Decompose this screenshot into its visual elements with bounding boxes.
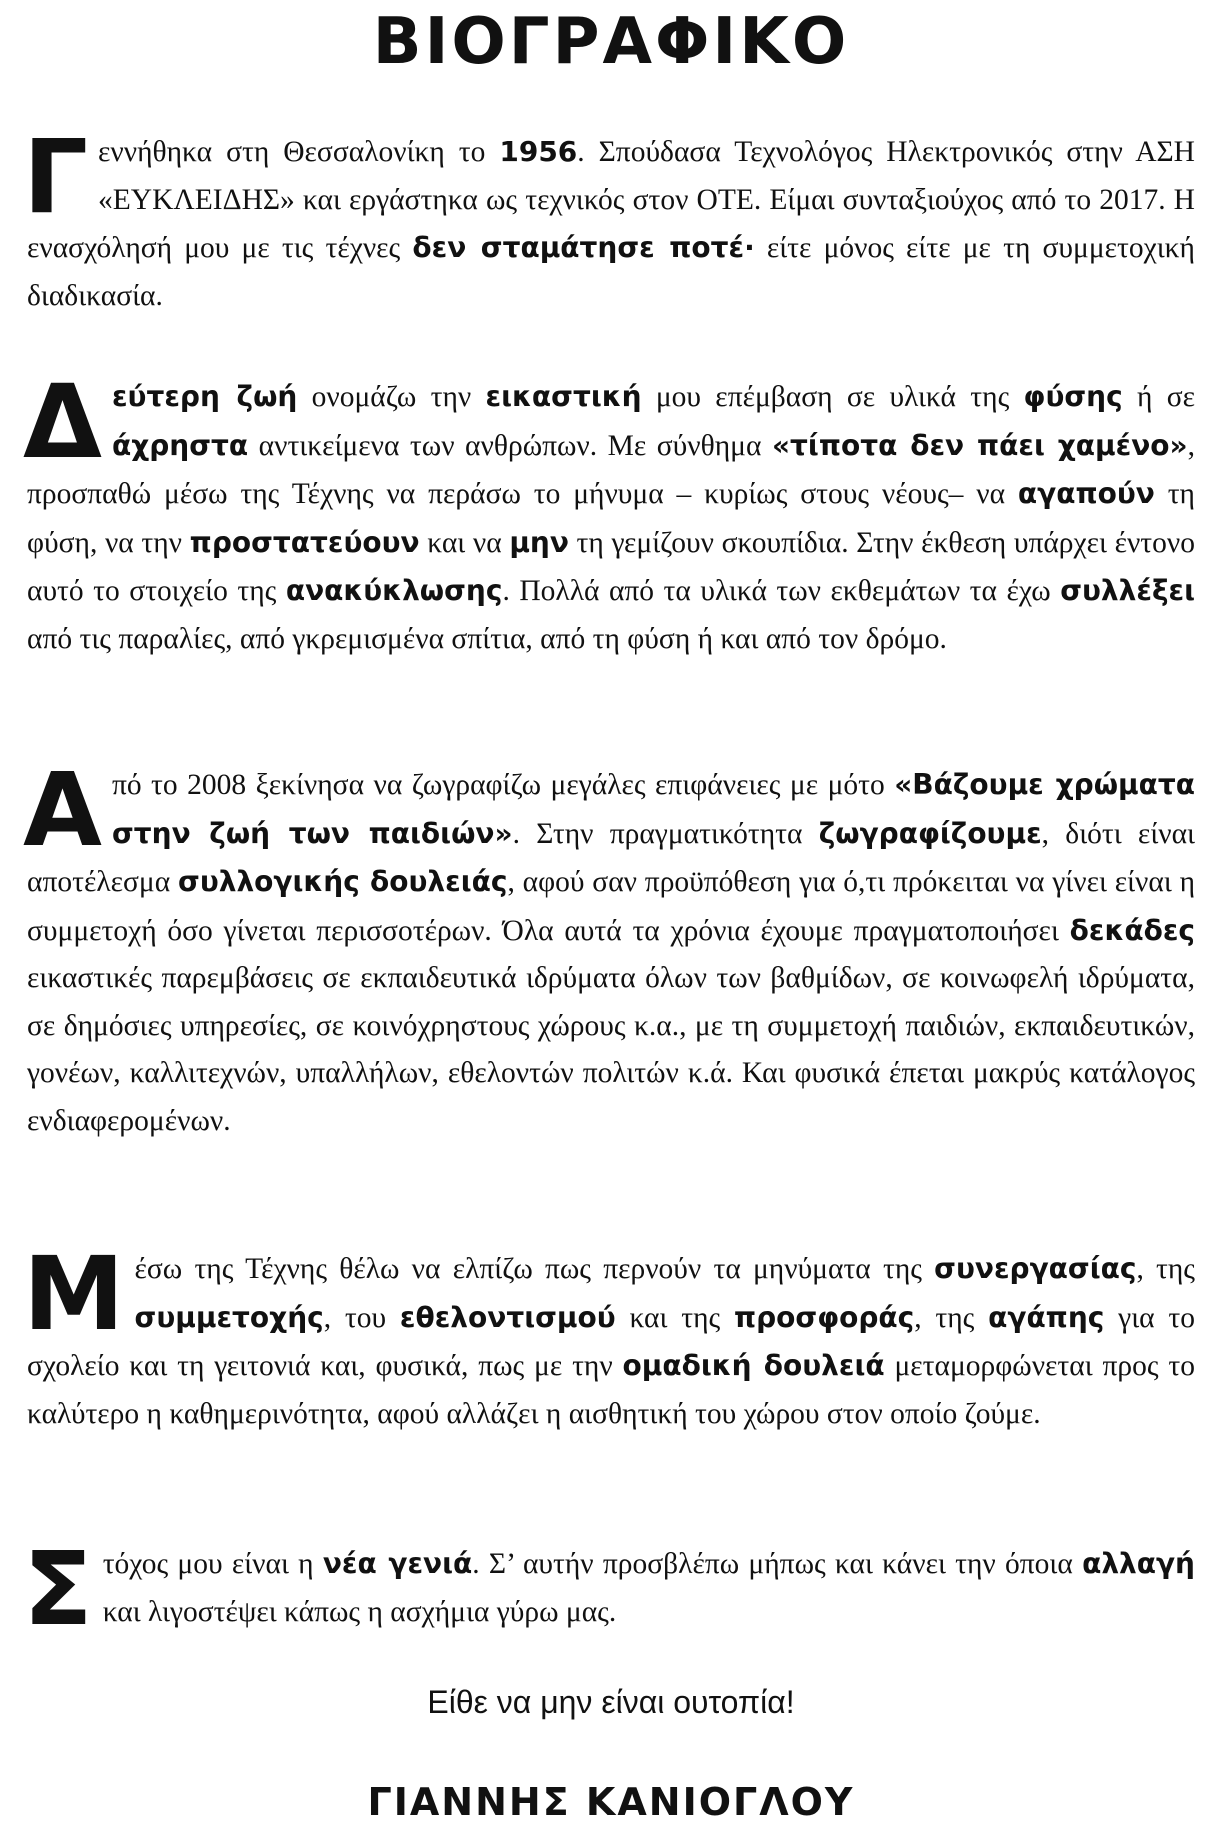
paragraph-birth-and-career [23, 118, 1195, 320]
emphasis-text: άχρηστα [111, 428, 249, 462]
body-text: , διότι είναι αποτέλεσμα [27, 817, 1195, 898]
paragraph-murals [23, 751, 1195, 1145]
body-text: και να [419, 526, 510, 559]
emphasis-text: 1956 [499, 135, 578, 168]
emphasis-text: αγαπούν [1017, 477, 1155, 510]
body-text: , της [914, 1301, 989, 1334]
body-text: , προσπαθώ μέσω της Τέχνης να περάσω το μήνυμα – κυρίως στους νέους– να [27, 429, 1196, 510]
emphasis-text: «τίποτα δεν πάει χαμένο» [771, 428, 1188, 462]
body-text: από τις παραλίες, από γκρεμισμένα σπίτια, από τη φύση ή και από τον δρόμο. [27, 622, 947, 655]
paragraph-messages [23, 1235, 1195, 1438]
emphasis-text: φύσης [1023, 380, 1123, 413]
emphasis-text: εύτερη ζωή [111, 380, 298, 413]
body-text: για το σχολείο και τη γειτονιά και, φυσικά, πως με την [27, 1301, 1195, 1382]
body-text: . Σ’ αυτήν προσβλέπω μήπως και κάνει την όποια [472, 1548, 1083, 1580]
body-text: ή σε [1122, 381, 1195, 413]
emphasis-text: δεν σταμάτησε ποτέ· [412, 231, 755, 264]
author-name: ΓΙΑΝΝΗΣ ΚΑΝΙΟΓΛΟΥ [367, 1780, 855, 1824]
emphasis-text: δεκάδες [1069, 913, 1195, 947]
paragraph-goal [23, 1530, 1195, 1649]
emphasis-text: ανακύκλωσης [285, 574, 503, 607]
body-text: εννήθηκα στη Θεσσαλονίκη το [98, 136, 500, 168]
body-text: έσω της Τέχνης θέλω να ελπίζω πως περνούν τα μηνύματα της [134, 1253, 935, 1285]
emphasis-text: συλλογικής δουλειάς [178, 865, 508, 898]
body-text: αντικείμενα των ανθρώπων. Με σύνθημα [248, 429, 772, 462]
body-text: τόχος μου είναι η [102, 1548, 323, 1580]
emphasis-text: προστατεύουν [189, 525, 420, 559]
page-title: ΒΙΟΓΡΑΦΙΚΟ [372, 5, 850, 79]
emphasis-text: αλλαγή [1082, 1547, 1195, 1580]
emphasis-text: μην [509, 525, 569, 559]
emphasis-text: συλλέξει [1060, 574, 1195, 607]
emphasis-text: συμμετοχής [134, 1300, 324, 1334]
body-text: τη γεμίζουν σκουπίδια. Στην έκθεση υπάρχει έντονο αυτό το στοιχείο της [27, 526, 1195, 607]
drop-cap: Σ [23, 1530, 93, 1649]
body-text: ονομάζω την [297, 381, 486, 413]
body-text: , αφού σαν προϋπόθεση για ό,τι πρόκειται να γίνει είναι η συμμετοχή όσο γίνεται περισσοτέρων. Όλα αυτά τα χρόνια έχουμε πραγματοποιήσει [27, 866, 1195, 947]
body-text: . Σπούδασα Τεχνολόγος Ηλεκτρονικός στην ΑΣΗ «ΕΥΚΛΕΙΔΗΣ» και εργάστηκα ως τεχνικός στον ΟΤΕ. Είμαι συνταξιούχος από το 2017. Η ενασχόλησή μου με τις τέχνες [27, 136, 1195, 264]
body-text: είτε μόνος είτε με τη συμμετοχική διαδικασία. [27, 232, 1195, 312]
body-text: , του [323, 1301, 400, 1334]
emphasis-text: αγάπης [988, 1300, 1105, 1334]
body-text: εικαστικές παρεμβάσεις σε εκπαιδευτικά ιδρύματα όλων των βαθμίδων, σε κοινωφελή ιδρύματα, σε δημόσιες υπηρεσίες, σε κοινόχρηστους χώρους κ.α., με τη συμμετοχή παιδιών, εκπαιδευτικών, γονέων, καλλιτεχνών, υπαλλήλων, εθελοντών πολιτών κ.ά. Και φυσικά έπεται μακρύς κατάλογος ενδιαφερομένων. [27, 962, 1195, 1137]
emphasis-text: προσφοράς [733, 1300, 915, 1334]
emphasis-text: νέα γενιά [322, 1547, 473, 1580]
body-text: μου επέμβαση σε υλικά της [641, 381, 1024, 413]
drop-cap: Μ [23, 1235, 125, 1354]
body-text: τη φύση, να την [27, 478, 1195, 559]
drop-cap: Δ [23, 363, 102, 482]
body-text: , της [1136, 1253, 1195, 1285]
emphasis-text: συνεργασίας [934, 1252, 1137, 1285]
drop-cap: Γ [23, 118, 88, 237]
body-text: μεταμορφώνεται προς το καλύτερο η καθημερινότητα, αφού αλλάζει η αισθητική του χώρου στον οποίο ζούμε. [27, 1350, 1195, 1430]
body-text: . Πολλά από τα υλικά των εκθεμάτων τα έχω [502, 575, 1061, 607]
body-text: πό το 2008 ξεκίνησα να ζωγραφίζω μεγάλες επιφάνειες με μότο [111, 769, 895, 801]
body-text: και λιγοστέψει κάπως η ασχήμια γύρω μας. [102, 1595, 617, 1628]
emphasis-text: ζωγραφίζουμε [818, 816, 1042, 850]
paragraph-second-life [23, 363, 1196, 663]
body-text: . Στην πραγματικότητα [512, 817, 819, 850]
emphasis-text: «Βάζουμε χρώματα στην ζωή των παιδιών» [111, 768, 1195, 850]
emphasis-text: εθελοντισμού [399, 1300, 616, 1334]
drop-cap: Α [23, 751, 102, 870]
emphasis-text: ομαδική δουλειά [622, 1349, 885, 1382]
body-text: και της [615, 1301, 734, 1334]
closing-line: Είθε να μην είναι ουτοπία! [427, 1684, 795, 1720]
emphasis-text: εικαστική [485, 380, 642, 413]
